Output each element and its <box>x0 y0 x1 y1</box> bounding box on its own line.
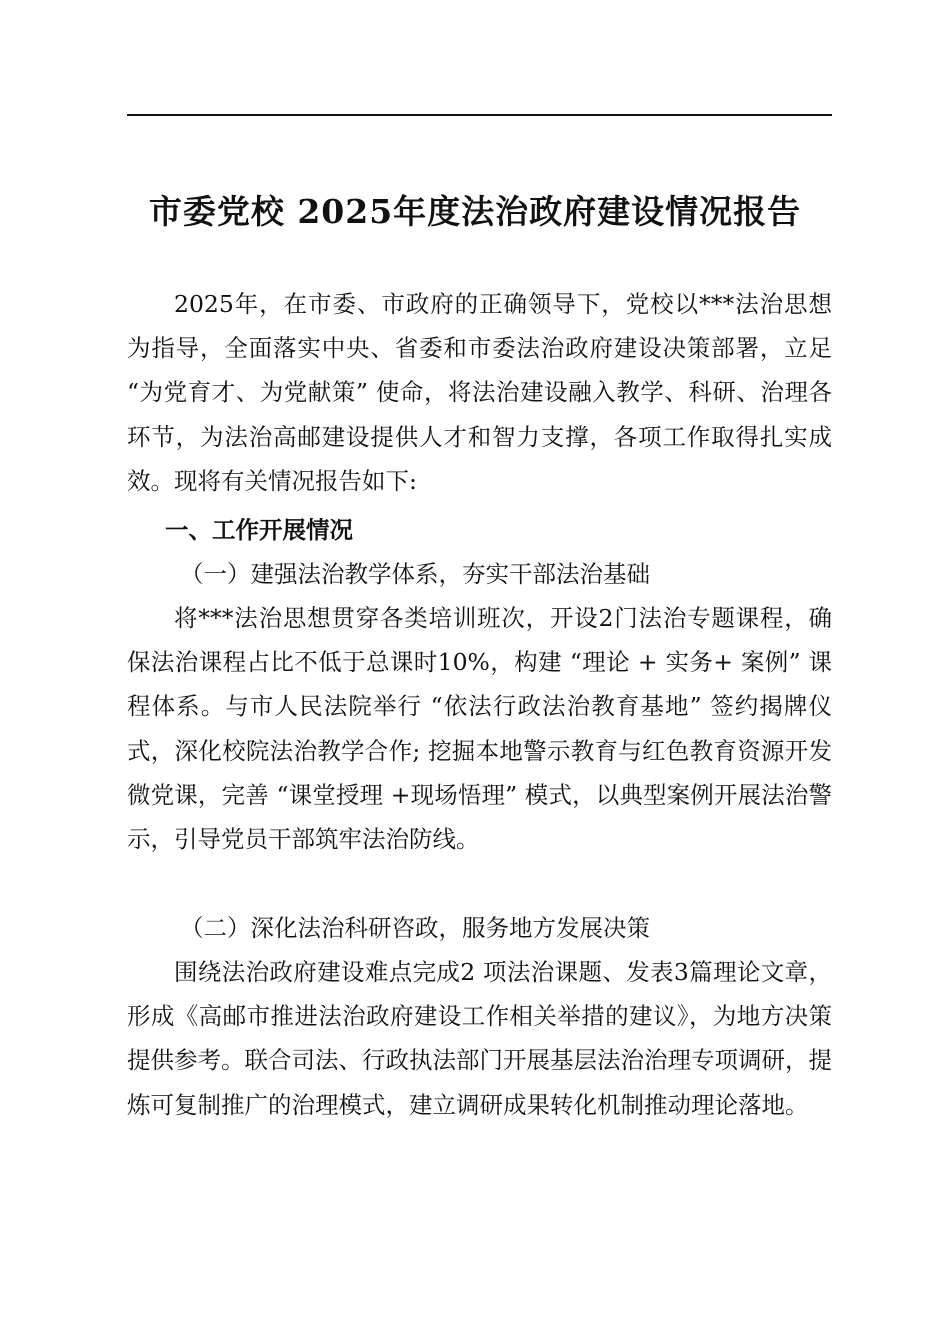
section-heading-1: 一、工作开展情况 <box>165 516 353 544</box>
header-rule <box>127 114 832 116</box>
intro-block <box>127 282 832 503</box>
subsection-heading-1: （一）建强法治教学体系，夯实干部法治基础 <box>180 560 650 588</box>
subsection-2-paragraph: 围绕法治政府建设难点完成2 项法治课题、发表3篇理论文章，形成《高邮市推进法治政府建设工作相关举措的建议》，为地方决策提供参考。联合司法、行政执法部门开展基层法治治理专项调研，提炼可复制推广的治理模式，建立调研成果转化机制推动理论落地。 <box>127 958 832 1119</box>
subsection-2-block <box>127 950 832 1127</box>
subsection-heading-2: （二）深化法治科研咨政，服务地方发展决策 <box>180 914 650 942</box>
intro-paragraph: 2025年，在市委、市政府的正确领导下，党校以***法治思想为指导，全面落实中央、省委和市委法治政府建设决策部署，立足 “为党育才、为党献策” 使命，将法治建设融入教学、科研、治理各环节，为法治高邮建设提供人才和智力支撑，各项工作取得扎实成效。现将有关情况报告如下: <box>127 290 832 495</box>
document-title: 市委党校 2025年度法治政府建设情况报告 <box>148 192 802 231</box>
subsection-1-block <box>127 596 832 861</box>
subsection-1-paragraph: 将***法治思想贯穿各类培训班次，开设2门法治专题课程，确保法治课程占比不低于总课时10%，构建 “理论 + 实务+ 案例” 课程体系。与市人民法院举行 “依法行政法治教育基地” 签约揭牌仪式，深化校院法治教学合作; 挖掘本地警示教育与红色教育资源开发微党课，完善 “课堂授理 +现场悟理” 模式，以典型案例开展法治警示，引导党员干部筑牢法治防线。 <box>127 604 832 854</box>
